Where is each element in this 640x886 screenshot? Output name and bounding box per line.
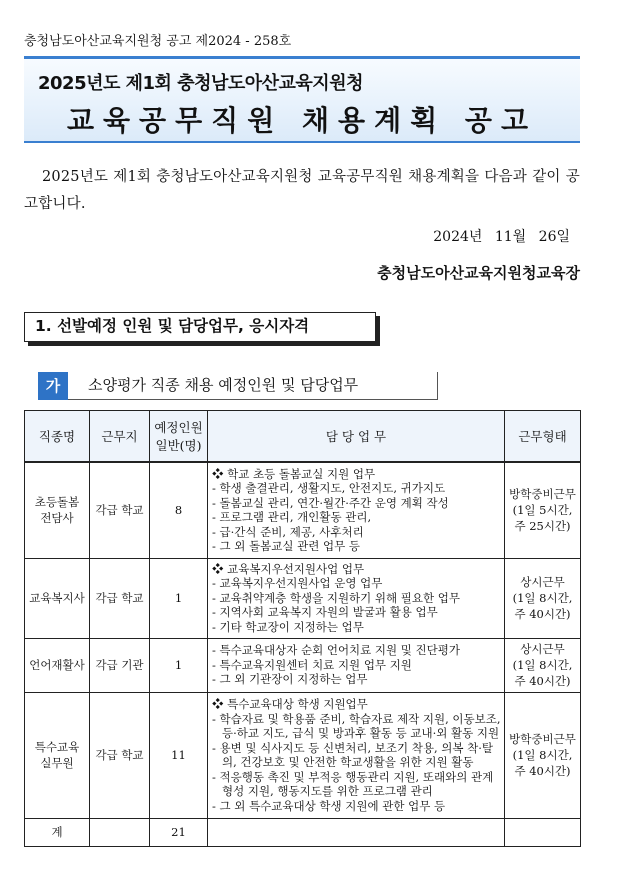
duty-item: - 지역사회 교육복지 자원의 발굴과 활용 업무 <box>212 605 438 620</box>
duty-item: - 그 외 기관장이 지정하는 업무 <box>212 672 368 687</box>
header-place: 근무지 <box>90 411 150 463</box>
work-line2: (1일 5시간, <box>512 503 573 518</box>
subsection-title: 소양평가 직종 채용 예정인원 및 담당업무 <box>68 372 438 400</box>
total-empty-work <box>505 818 581 846</box>
duties-cell <box>208 692 505 818</box>
duty-head: ❖ 특수교육대상 학생 지원업무 <box>212 697 368 711</box>
duty-item: - 프로그램 관리, 개인활동 관리, <box>212 510 372 525</box>
work-line3: 주 40시간) <box>514 764 571 778</box>
table-row <box>25 462 581 558</box>
duty-item: - 그 외 특수교육대상 학생 지원에 관한 업무 등 <box>212 798 446 813</box>
announcement-date: 2024년 11월 26일 <box>433 229 570 245</box>
duties-cell <box>208 558 505 638</box>
count-cell: 8 <box>150 462 208 558</box>
work-cell <box>505 462 581 558</box>
duty-item: - 교육취약계층 학생을 지원하기 위해 필요한 업무 <box>212 590 460 605</box>
work-cell <box>505 638 581 692</box>
document-number: 충청남도아산교육지원청 공고 제2024 - 258호 <box>24 34 292 49</box>
header-work: 근무형태 <box>505 411 581 463</box>
table-row <box>25 558 581 638</box>
place-cell: 각급 학교 <box>90 558 150 638</box>
job-line1: 언어재활사 <box>29 658 85 672</box>
count-cell: 1 <box>150 638 208 692</box>
total-empty-duties <box>208 818 505 846</box>
job-line2: 실무원 <box>40 756 74 770</box>
duty-item: - 특수교육대상자 순회 언어치료 지원 및 진단평가 <box>212 643 460 658</box>
job-cell <box>25 638 90 692</box>
work-line1: 방학중비근무 <box>509 732 576 746</box>
total-label: 계 <box>25 818 90 846</box>
duty-item: - 특수교육지원센터 치료 지원 업무 지원 <box>212 657 412 672</box>
work-line2: (1일 8시간, <box>512 748 573 762</box>
duty-head: ❖ 교육복지우선지원사업 업무 <box>212 561 365 576</box>
total-count: 21 <box>150 818 208 846</box>
table-header-row <box>25 411 581 463</box>
header-count-line1: 예정인원 <box>154 420 203 435</box>
duty-item: - 교육복지우선지원사업 운영 업무 <box>212 576 383 591</box>
issuer-name: 충청남도아산교육지원청교육장 <box>377 264 580 282</box>
intro-paragraph: 2025년도 제1회 충청남도아산교육지원청 교육공무직원 채용계획을 다음과 같이 공고합니다. <box>24 169 580 212</box>
header-duties: 담 당 업 무 <box>208 411 505 463</box>
place-cell: 각급 학교 <box>90 462 150 558</box>
duties-cell <box>208 462 505 558</box>
work-line3: 주 25시간) <box>514 519 571 534</box>
header-count-line2: 일반(명) <box>155 438 202 453</box>
job-line1: 초등돌봄 <box>34 495 80 510</box>
work-line1: 상시근무 <box>520 575 565 589</box>
recruitment-table <box>24 410 581 847</box>
work-line1: 방학중비근무 <box>509 487 576 502</box>
header-job: 직종명 <box>25 411 90 463</box>
title-line-1: 2025년도 제1회 충청남도아산교육지원청 <box>38 73 363 94</box>
job-line1: 교육복지사 <box>29 591 85 605</box>
title-banner <box>24 56 580 142</box>
work-cell <box>505 692 581 818</box>
subsection-badge: 가 <box>38 372 68 400</box>
duty-item: - 학습자료 및 학용품 준비, 학습자료 제작 지원, 이동보조, 등·하교 지도, 급식 및 방과후 활동 등 교내·외 활동 지원 <box>212 711 501 740</box>
duty-item: - 적응행동 촉진 및 부적응 행동관리 지원, 또래와의 관계 형성 지원, 행동지도를 위한 프로그램 관리 <box>212 769 494 798</box>
duties-cell <box>208 638 505 692</box>
duty-item: - 용변 및 식사지도 등 신변처리, 보조기 착용, 의복 착·탈의, 건강보호 및 안전한 학교생활을 위한 지원 활동 <box>212 740 494 769</box>
total-row <box>25 818 581 846</box>
work-line1: 상시근무 <box>520 642 565 656</box>
duty-item: - 급·간식 준비, 제공, 사후처리 <box>212 524 364 539</box>
total-empty-place <box>90 818 150 846</box>
header-count <box>150 411 208 463</box>
section-heading: 1. 선발예정 인원 및 담당업무, 응시자격 <box>24 312 376 342</box>
job-line2: 전담사 <box>40 511 74 526</box>
count-cell: 1 <box>150 558 208 638</box>
work-cell <box>505 558 581 638</box>
title-line-2: 교육공무직원 채용계획 공고 <box>66 104 538 137</box>
work-line2: (1일 8시간, <box>512 658 573 672</box>
title-divider <box>24 141 580 143</box>
work-line3: 주 40시간) <box>514 674 571 688</box>
work-line2: (1일 8시간, <box>512 591 573 605</box>
job-cell <box>25 558 90 638</box>
job-cell <box>25 692 90 818</box>
table-row <box>25 638 581 692</box>
table-row <box>25 692 581 818</box>
work-line3: 주 40시간) <box>514 607 571 621</box>
place-cell: 각급 학교 <box>90 692 150 818</box>
duty-head: ❖ 학교 초등 돌봄교실 지원 업무 <box>212 466 376 481</box>
duty-item: - 기타 학교장이 지정하는 업무 <box>212 619 364 634</box>
job-line1: 특수교육 <box>34 740 80 754</box>
place-cell: 각급 기관 <box>90 638 150 692</box>
job-cell <box>25 462 90 558</box>
count-cell: 11 <box>150 692 208 818</box>
duty-item: - 그 외 돌봄교실 관련 업무 등 <box>212 539 361 554</box>
duty-item: - 돌봄교실 관리, 연간·월간·주간 운영 계획 작성 <box>212 495 449 510</box>
duty-item: - 학생 출결관리, 생활지도, 안전지도, 귀가지도 <box>212 481 446 496</box>
